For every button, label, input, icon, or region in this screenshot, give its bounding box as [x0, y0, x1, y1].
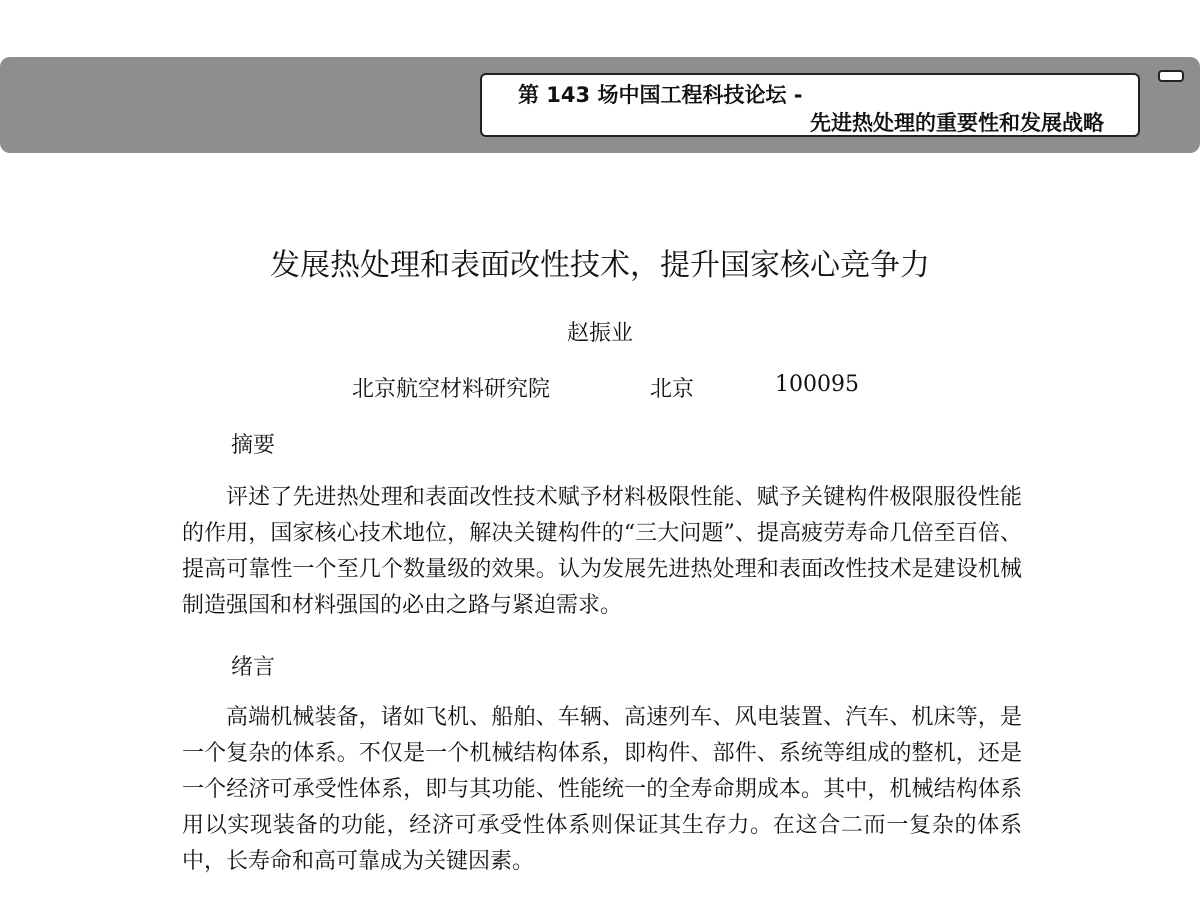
intro-heading: 绪言 [231, 655, 276, 680]
corner-tab [1158, 70, 1184, 82]
paper-author: 赵振业 [566, 321, 633, 346]
forum-subtitle: 先进热处理的重要性和发展战略 [810, 111, 1104, 135]
affiliation-city: 北京 [650, 377, 695, 402]
abstract-heading: 摘要 [231, 433, 276, 458]
forum-title: 第 143 场中国工程科技论坛 - [518, 83, 803, 107]
paper-title: 发展热处理和表面改性技术，提升国家核心竞争力 [270, 248, 930, 283]
affiliation-institution: 北京航空材料研究院 [352, 377, 551, 402]
intro-text: 高端机械装备，诸如飞机、船舶、车辆、高速列车、风电装置、汽车、机床等，是一个复杂的体系。不仅是一个机械结构体系，即构件、部件、系统等组成的整机，还是一个经济可承受性体系，即与其功能、性能统一的全寿命期成本。其中，机械结构体系用以实现装备的功能，经济可承受性体系则保证其生存力。在这合二而一复杂的体系中，长寿命和高可靠成为关键因素。 [182, 705, 1022, 874]
abstract-text: 评述了先进热处理和表面改性技术赋予材料极限性能、赋予关键构件极限服役性能的作用，国家核心技术地位，解决关键构件的“三大问题”、提高疲劳寿命几倍至百倍、提高可靠性一个至几个数量级的效果。认为发展先进热处理和表面改性技术是建设机械制造强国和材料强国的必由之路与紧迫需求。 [182, 485, 1022, 618]
forum-header-box [480, 73, 1140, 137]
affiliation-postcode: 100095 [775, 372, 859, 397]
